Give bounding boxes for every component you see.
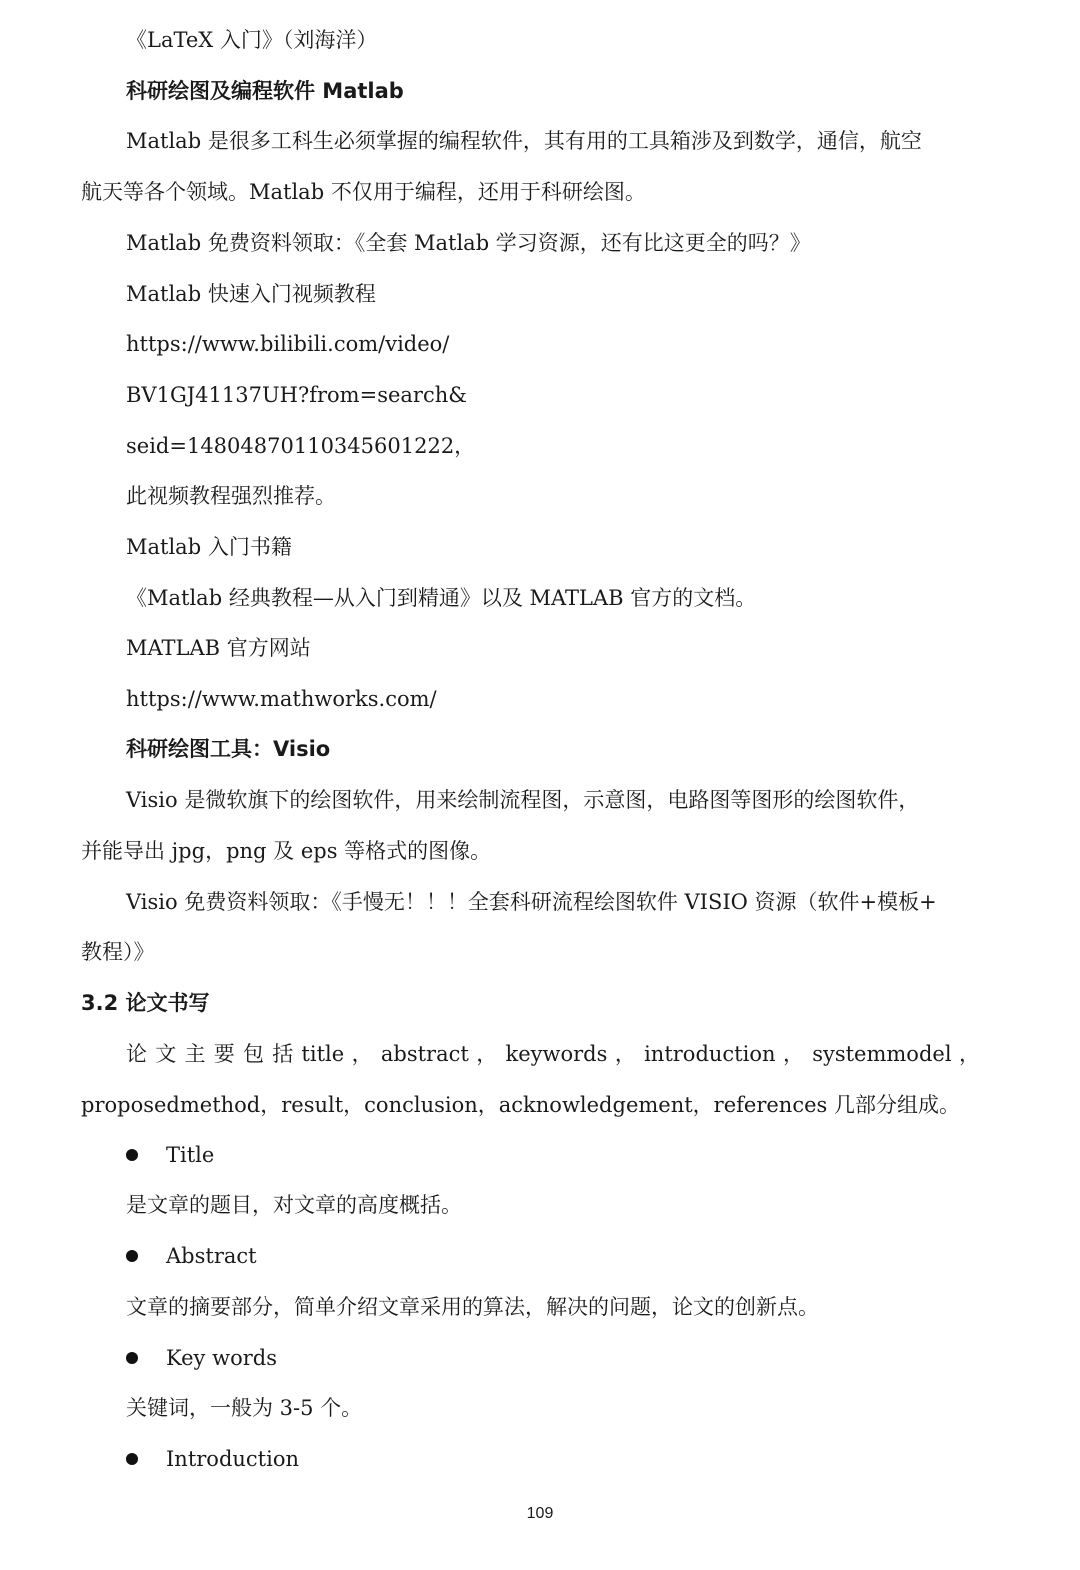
matlab-intro-line-2: 航天等各个领域。Matlab 不仅用于编程，还用于科研绘图。 (81, 180, 646, 204)
video-recommendation: 此视频教程强烈推荐。 (126, 484, 336, 508)
paper-structure-line-1: 论 文 主 要 包 括 title ， abstract ， keywords ， introduction ， systemmodel ， (126, 1042, 980, 1066)
bullet-icon (126, 1149, 138, 1161)
title-description: 是文章的题目，对文章的高度概括。 (126, 1193, 462, 1217)
visio-intro-line-1: Visio 是微软旗下的绘图软件，用来绘制流程图，示意图，电路图等图形的绘图软件， (126, 788, 920, 812)
bullet-item-abstract (126, 1241, 257, 1271)
bullet-icon (126, 1250, 138, 1262)
visio-free-resources-line-2: 教程）》 (81, 940, 155, 964)
bullet-item-introduction (126, 1444, 299, 1474)
page-number: 109 (526, 1505, 554, 1522)
heading-matlab: 科研绘图及编程软件 Matlab (126, 79, 404, 103)
keywords-description: 关键词，一般为 3-5 个。 (126, 1396, 363, 1420)
bullet-item-title (126, 1140, 214, 1170)
bullet-item-keywords (126, 1343, 277, 1373)
bullet-icon (126, 1453, 138, 1465)
heading-visio: 科研绘图工具：Visio (126, 737, 331, 761)
matlab-free-resources: Matlab 免费资料领取：《全套 Matlab 学习资源，还有比这更全的吗？》 (126, 231, 811, 255)
bullet-label: Abstract (166, 1244, 257, 1268)
bullet-label: Introduction (166, 1447, 299, 1471)
abstract-description: 文章的摘要部分，简单介绍文章采用的算法，解决的问题，论文的创新点。 (126, 1295, 819, 1319)
visio-free-resources-line-1: Visio 免费资料领取：《手慢无！！！全套科研流程绘图软件 VISIO 资源（软件+模板+ (126, 890, 937, 914)
matlab-website-label: MATLAB 官方网站 (126, 636, 311, 660)
matlab-books: 《Matlab 经典教程—从入门到精通》以及 MATLAB 官方的文档。 (126, 586, 757, 610)
bilibili-url-part-3: seid=14804870110345601222， (126, 434, 476, 458)
matlab-video-tutorial-label: Matlab 快速入门视频教程 (126, 282, 376, 306)
latex-book-reference: 《LaTeX 入门》（刘海洋） (126, 28, 378, 52)
bullet-label: Key words (166, 1346, 277, 1370)
section-heading-3-2: 3.2 论文书写 (81, 991, 210, 1015)
bullet-label: Title (166, 1143, 215, 1167)
bilibili-url-part-1: https://www.bilibili.com/video/ (126, 332, 450, 356)
matlab-intro-line-1: Matlab 是很多工科生必须掌握的编程软件，其有用的工具箱涉及到数学，通信，航空 (126, 129, 922, 153)
matlab-books-label: Matlab 入门书籍 (126, 535, 292, 559)
paper-structure-line-2: proposedmethod，result，conclusion，acknowledgement，references 几部分组成。 (81, 1093, 960, 1117)
bilibili-url-part-2: BV1GJ41137UH?from=search& (126, 383, 467, 407)
mathworks-url: https://www.mathworks.com/ (126, 687, 437, 711)
bullet-icon (126, 1352, 138, 1364)
visio-intro-line-2: 并能导出 jpg，png 及 eps 等格式的图像。 (81, 839, 492, 863)
